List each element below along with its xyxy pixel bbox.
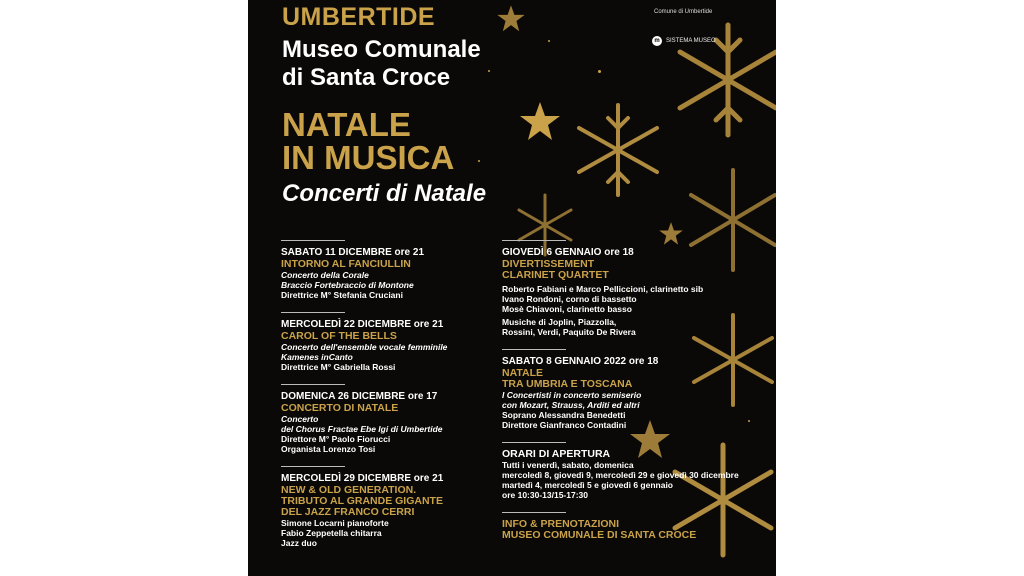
info-line: MUSEO COMUNALE DI SANTA CROCE <box>502 529 697 541</box>
event-line: I Concertisti in concerto semiserio <box>502 390 642 400</box>
town-title: UMBERTIDE <box>282 3 436 31</box>
event-date: SABATO 11 DICEMBRE ore 21 <box>281 247 425 258</box>
info-section <box>502 512 752 541</box>
event-line: Soprano Alessandra Benedetti <box>502 410 626 420</box>
snowflake-mid-icon <box>568 100 668 200</box>
opening-hours-line: Tutti i venerdì, sabato, domenica <box>502 460 634 470</box>
event-title: TRA UMBRIA E TOSCANA <box>502 378 633 390</box>
event-line: Mosè Chiavoni, clarinetto basso <box>502 304 632 314</box>
natale-line-1: NATALE <box>282 106 411 143</box>
museum-line-1: Museo Comunale <box>282 36 481 63</box>
event-line: Jazz duo <box>281 538 317 548</box>
sistema-museo-logo <box>652 36 716 46</box>
event-title: NEW & OLD GENERATION. <box>281 484 417 496</box>
event-title: DEL JAZZ FRANCO CERRI <box>281 506 415 518</box>
event-line: Simone Locarni pianoforte <box>281 518 389 528</box>
opening-hours-line: martedì 4, mercoledì 5 e giovedì 6 gennaio <box>502 480 674 490</box>
event-title: CONCERTO DI NATALE <box>281 402 399 414</box>
event-line: con Mozart, Strauss, Arditi ed altri <box>502 400 640 410</box>
event-title: INTORNO AL FANCIULLIN <box>281 258 411 270</box>
event-line: del Chorus Fractae Ebe Igi di Umbertide <box>281 424 443 434</box>
event-line: Direttrice M° Stefania Cruciani <box>281 290 403 300</box>
event-series-title <box>282 108 454 174</box>
events-right-column <box>502 240 752 553</box>
event-title: NATALE <box>502 367 544 379</box>
event-line: Braccio Fortebraccio di Montone <box>281 280 414 290</box>
events-left-column <box>281 240 521 560</box>
event-line: Musiche di Joplin, Piazzolla, <box>502 317 617 327</box>
event-title: CLARINET QUARTET <box>502 269 609 281</box>
comune-logo-text: Comune di Umbertide <box>654 9 713 15</box>
event-date: MERCOLEDÌ 29 DICEMBRE ore 21 <box>281 473 444 484</box>
opening-hours-title: ORARI DI APERTURA <box>502 448 611 460</box>
event-title: TRIBUTO AL GRANDE GIGANTE <box>281 495 443 507</box>
event-date: GIOVEDÌ 6 GENNAIO ore 18 <box>502 247 634 258</box>
event-line: Fabio Zeppetella chitarra <box>281 528 382 538</box>
event-line: Direttrice M° Gabriella Rossi <box>281 362 396 372</box>
event-line: Direttore M° Paolo Fiorucci <box>281 434 391 444</box>
info-title: INFO & PRENOTAZIONI <box>502 518 620 530</box>
event-item <box>281 384 521 454</box>
museum-line-2: di Santa Croce <box>282 64 451 91</box>
event-date: MERCOLEDÌ 22 DICEMBRE ore 21 <box>281 319 444 330</box>
event-line: Direttore Gianfranco Contadini <box>502 420 627 430</box>
event-line: Kamenes inCanto <box>281 352 353 362</box>
star-icon <box>518 102 562 142</box>
event-item <box>502 240 752 337</box>
event-item <box>281 466 521 548</box>
event-title: CAROL OF THE BELLS <box>281 330 397 342</box>
museum-title <box>282 36 481 92</box>
star-icon <box>496 5 526 33</box>
event-date: DOMENICA 26 DICEMBRE ore 17 <box>281 391 438 402</box>
event-date: SABATO 8 GENNAIO 2022 ore 18 <box>502 356 659 367</box>
natale-line-2: IN MUSICA <box>282 139 455 176</box>
event-title: DIVERTISSEMENT <box>502 258 595 270</box>
event-line: Concerto <box>281 414 319 424</box>
event-item <box>502 349 752 430</box>
event-item <box>281 240 521 300</box>
event-line: Rossini, Verdi, Paquito De Rivera <box>502 327 636 337</box>
event-line: Concerto dell'ensemble vocale femminile <box>281 342 448 352</box>
event-line: Roberto Fabiani e Marco Pelliccioni, clarinetto sib <box>502 284 704 294</box>
opening-hours-line: ore 10:30-13/15-17:30 <box>502 490 589 500</box>
event-line: Ivano Rondoni, corno di bassetto <box>502 294 637 304</box>
event-line: Organista Lorenzo Tosi <box>281 444 376 454</box>
sistema-museo-text: SISTEMA MUSEO <box>666 38 716 44</box>
opening-hours-line: mercoledì 8, giovedì 9, mercoledì 29 e giovedì 30 dicembre <box>502 470 739 480</box>
poster <box>248 0 776 576</box>
event-item <box>281 312 521 372</box>
event-line: Concerto della Corale <box>281 270 369 280</box>
opening-hours <box>502 442 752 500</box>
sistema-museo-icon: m <box>652 36 662 46</box>
subtitle: Concerti di Natale <box>282 180 487 207</box>
